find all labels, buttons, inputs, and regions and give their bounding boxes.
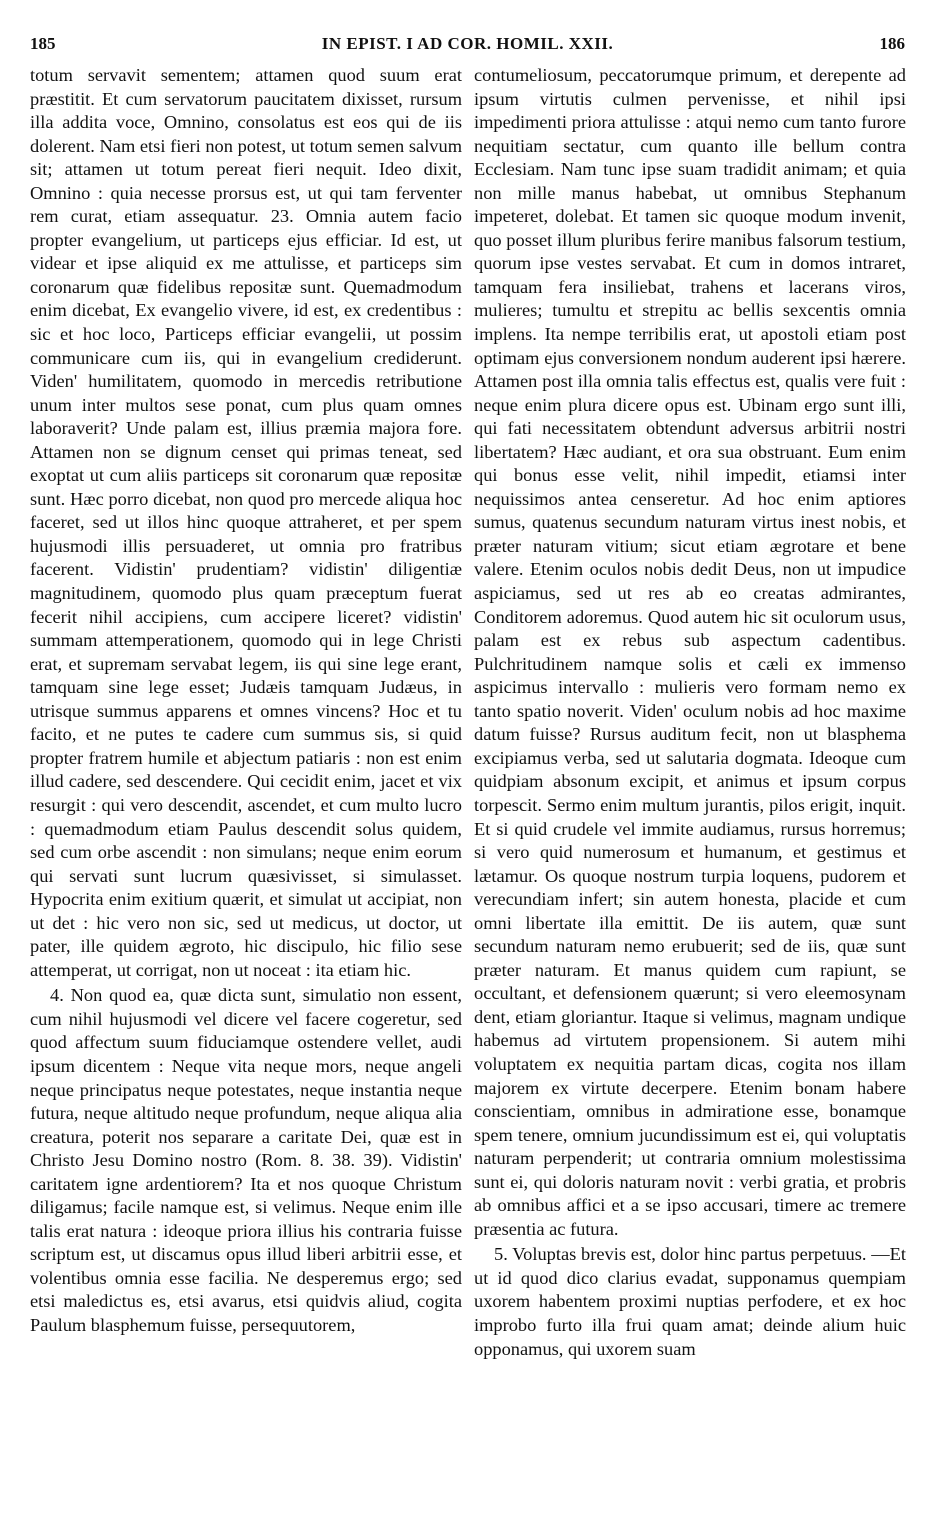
page-number-right: 186 (879, 34, 905, 53)
left-paragraph-1: totum servavit sementem; attamen quod suum erat præstitit. Et cum servatorum paucitatem dixisset, rursum illa addita voce, Omnino, consolatus est eos qui de iis dolerent. Nam etsi fieri non potest, ut totum semen salvum sit; attamen ut totum pereat fieri nequit. Ideo dixit, Omnino : quia necesse prorsus est, ut qui tam ferventer rem curat, etiam assequatur. 23. Omnia autem facio propter evangelium, ut particeps ejus efficiar. Id est, ut videar et ipse aliquid ex me attulisse, et particeps sim coronarum quæ fidelibus repositæ sunt. Quemadmodum enim dicebat, Ex evangelio vivere, id est, ex credentibus : sic et hoc loco, Particeps efficiar evangelii, ut possim communicare cum iis, qui in evangelium crediderunt. Viden' humilitatem, quomodo in mercedis retributione unum inter multos sese ponat, cum plus quam omnes laboraverit? Unde palam est, illius præmia majora fore. Attamen non se dignum censet qui primas teneat, sed exoptat ut cum aliis particeps sit coronarum quæ repositæ sunt. Hæc porro dicebat, non quod pro mercede aliqua hoc faceret, sed ut illos hinc quoque attraheret, et per spem hujusmodi illis persuaderet, ut omnia pro fratribus facerent. Vidistin' prudentiam? vidistin' diligentiæ magnitudinem, quomodo plus quam præceptum fuerat fecerit nihil accipiens, cum accipere liceret? vidistin' summam attemperationem, quomodo qui in lege Christi erat, et supremam servabat legem, iis qui sine lege erant, tamquam sine lege esset; Judæis tamquam Judæus, in utrisque summus apparens et omnes vincens? Hoc et tu facito, et ne putes te cadere cum summus sis, si quid propter fratrem humile et abjectum patiaris : non est enim illud cadere, sed descendere. Qui cecidit enim, jacet et vix resurgit : qui vero descendit, ascendet, et cum multo lucro : quemadmodum etiam Paulus descendit solus quidem, sed cum orbe ascendit : non simulans; neque enim eorum qui servati sunt lucrum quæsivisset, si simulasset. Hypocrita enim exitium quærit, et simulat ut accipiat, non ut det : hic vero non sic, sed ut medicus, ut doctor, ut pater, ille quidem ægroto, hic discipulo, hic filio sese attemperat, ut corrigat, non ut noceat : ita etiam hic. (30, 65, 462, 980)
page-header (30, 34, 905, 60)
left-paragraph-2: 4. Non quod ea, quæ dicta sunt, simulatio non essent, cum nihil hujusmodi vel dicere vel facere cogeretur, sed quod affectum suum fiduciamque ostendere vellet, audi ipsum dicentem : Neque vita neque mors, neque angeli neque principatus neque potestates, neque instantia neque futura, neque altitudo neque profundum, neque aliqua alia creatura, poterit nos separare a caritate Dei, quæ est in Christo Jesu Domino nostro (Rom. 8. 38. 39). Vidistin' caritatem igne ardentiorem? Ita et nos quoque Christum diligamus; facile namque est, si velimus. Neque enim ille talis erat natura : ideoque priora illius his contraria fuisse scriptum est, ut discamus opus illud liberi arbitrii esse, et volentibus omnia esse facilia. Ne desperemus ergo; sed etsi maledictus es, etsi avarus, etsi quidvis aliud, cogita Paulum blasphemum fuisse, persequutorem, (30, 985, 462, 1335)
right-paragraph-1: contumeliosum, peccatorumque primum, et derepente ad ipsum virtutis culmen pervenisse, et nihil ipsi impedimenti priora attulisse : atqui nemo cum tanto furore nequitiam sectatur, cum quanto ille bellum contra Ecclesiam. Nam tunc ipse suam tradidit animam; et quia non mille manus habebat, ut omnibus Stephanum impeteret, dolebat. Et tamen sic quoque modum invenit, quo posset illum pluribus ferire manibus falsorum testium, quorum ipse vestes servabat. Et cum in domos intraret, tamquam fera insiliebat, trahens et lacerans viros, mulieres; tumultu et strepitu ac bellis sexcentis omnia implens. Ita nempe terribilis erat, ut apostoli etiam post optimam ejus conversionem nondum auderent ipsi hærere. Attamen post illa omnia talis effectus est, qualis vere fuit : neque enim plura dicere opus est. Ubinam ergo sunt illi, qui fati necessitatem obtendunt adversus arbitrii nostri libertatem? Hæc audiant, et ora sua obstruant. Eum enim qui bonus esse velit, nihil impedit, etiamsi inter nequissimos antea censeretur. Ad hoc enim aptiores sumus, quatenus secundum naturam virtus inest nobis, et præter naturam vitium; sicut etiam ægrotare et bene valere. Etenim oculos nobis dedit Deus, non ut impudice aspiciamus, sed ut res ab eo creatas admirantes, Conditorem adoremus. Quod autem hic sit oculorum usus, palam est ex rebus sub aspectum cadentibus. Pulchritudinem namque solis et cæli ex immenso aspicimus intervallo : mulieris vero formam nemo ex tanto spatio noverit. Viden' oculum nobis ad hoc maxime datum fuisse? Rursus auditum fecit, non ut blasphema excipiamus verba, sed ut salutaria dogmata. Ideoque cum quidpiam absonum excipit, et animus et ipsum corpus torpescit. Sermo enim multum jurantis, pilos erigit, inquit. Et si quid crudele vel immite audiamus, rursus horremus; si vero quid numerosum et humanum, et gestimus et lætamur. Os quoque nostrum turpia loquens, pudorem et verecundiam infert; sin autem honesta, placide et cum omni libertate illa emittit. De iis autem, quæ sunt secundum naturam nemo erubuerit; sed de iis, quæ sunt præter naturam. Et manus quidem cum rapiunt, se occultant, et defensionem quærunt; si vero eleemosynam dent, etiam gloriantur. Itaque si velimus, magnam undique habemus ad virtutem propensionem. Si autem mihi voluptatem ex nequitia partam dicas, cogita nos illam majorem ex virtute decerpere. Etenim bonam habere conscientiam, omnibus in admiratione esse, bonamque spem tenere, omnium jucundissimum est ei, qui voluptatis naturam perpenderit; ut contraria omnium molestissima sunt ei, qui doloris naturam novit : verbi gratia, et probris ab omnibus affici et a se ipso accusari, timere ac tremere præsentia ac futura. (474, 65, 906, 1239)
left-column (30, 64, 462, 1516)
right-paragraph-2: 5. Voluptas brevis est, dolor hinc partus perpetuus. —Et ut id quod dico clarius evadat, supponamus quempiam uxorem habentem proximi nuptias perfodere, et ex hoc improbo furto illa frui quam amat; deinde alium huic opponamus, qui uxorem suam (474, 1244, 906, 1359)
running-title: IN EPIST. I AD COR. HOMIL. XXII. (321, 34, 614, 53)
page-number-left: 185 (30, 34, 56, 53)
right-column (474, 64, 906, 1516)
